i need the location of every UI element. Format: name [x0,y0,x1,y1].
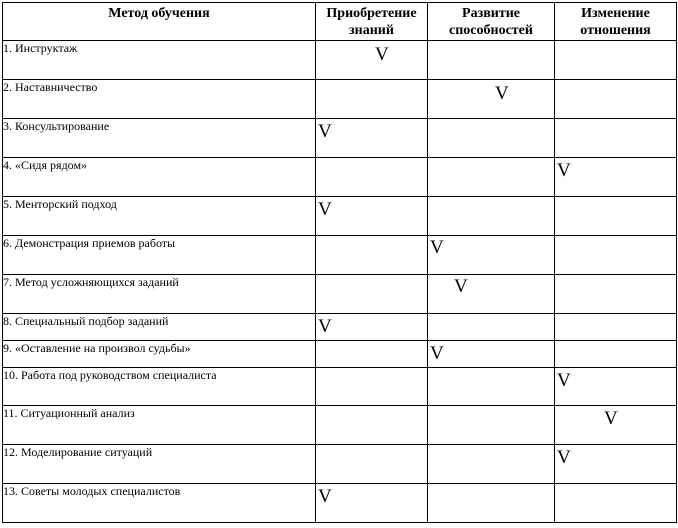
abilities-cell [428,368,555,406]
table-row [3,158,677,197]
knowledge-cell [316,80,428,119]
attitude-cell [555,236,677,275]
attitude-cell [555,406,677,445]
attitude-cell [555,484,677,523]
method-cell: 5. Менторский подход [3,197,316,236]
abilities-cell [428,119,555,158]
check-mark: V [318,316,332,337]
attitude-cell [555,341,677,368]
check-mark: V [557,370,571,391]
attitude-cell [555,368,677,406]
header-knowledge: Приобретение знаний [316,3,428,41]
method-cell: 7. Метод усложняющихся заданий [3,275,316,314]
method-cell: 9. «Оставление на произвол судьбы» [3,341,316,368]
method-cell: 10. Работа под руководством специалиста [3,368,316,406]
knowledge-cell [316,158,428,197]
attitude-cell [555,158,677,197]
table-row [3,314,677,341]
abilities-cell [428,197,555,236]
attitude-cell [555,41,677,80]
attitude-cell [555,80,677,119]
abilities-cell [428,406,555,445]
attitude-cell [555,445,677,484]
table-row [3,41,677,80]
check-mark: V [454,276,468,297]
knowledge-cell [316,119,428,158]
knowledge-cell [316,341,428,368]
knowledge-cell [316,484,428,523]
check-mark: V [318,486,332,507]
knowledge-cell [316,314,428,341]
table-row [3,341,677,368]
method-cell: 11. Ситуационный анализ [3,406,316,445]
check-mark: V [430,343,444,364]
header-attitude: Изменение отношения [555,3,677,41]
knowledge-cell [316,445,428,484]
abilities-cell [428,314,555,341]
table-row [3,445,677,484]
table-row [3,275,677,314]
abilities-cell [428,236,555,275]
method-cell: 3. Консультирование [3,119,316,158]
attitude-cell [555,197,677,236]
knowledge-cell [316,275,428,314]
table-row [3,484,677,523]
abilities-cell [428,341,555,368]
abilities-cell [428,80,555,119]
table-row [3,197,677,236]
knowledge-cell [316,368,428,406]
knowledge-cell [316,406,428,445]
header-abilities: Развитие способностей [428,3,555,41]
check-mark: V [557,447,571,468]
attitude-cell [555,275,677,314]
check-mark: V [375,44,389,65]
method-cell: 13. Советы молодых специалистов [3,484,316,523]
knowledge-cell [316,236,428,275]
table-row [3,406,677,445]
abilities-cell [428,484,555,523]
table-row [3,119,677,158]
check-mark: V [495,83,509,104]
abilities-cell [428,41,555,80]
check-mark: V [318,199,332,220]
table-row [3,368,677,406]
method-cell: 4. «Сидя рядом» [3,158,316,197]
table-row [3,236,677,275]
method-cell: 2. Наставничество [3,80,316,119]
abilities-cell [428,275,555,314]
abilities-cell [428,158,555,197]
method-cell: 12. Моделирование ситуаций [3,445,316,484]
method-cell: 8. Специальный подбор заданий [3,314,316,341]
check-mark: V [430,237,444,258]
method-cell: 6. Демонстрация приемов работы [3,236,316,275]
attitude-cell [555,119,677,158]
check-mark: V [318,121,332,142]
abilities-cell [428,445,555,484]
check-mark: V [604,408,618,429]
table-row [3,80,677,119]
attitude-cell [555,314,677,341]
knowledge-cell [316,41,428,80]
check-mark: V [557,160,571,181]
header-method: Метод обучения [3,3,316,41]
method-cell: 1. Инструктаж [3,41,316,80]
knowledge-cell [316,197,428,236]
header-row [3,3,677,41]
training-methods-table [2,2,677,523]
